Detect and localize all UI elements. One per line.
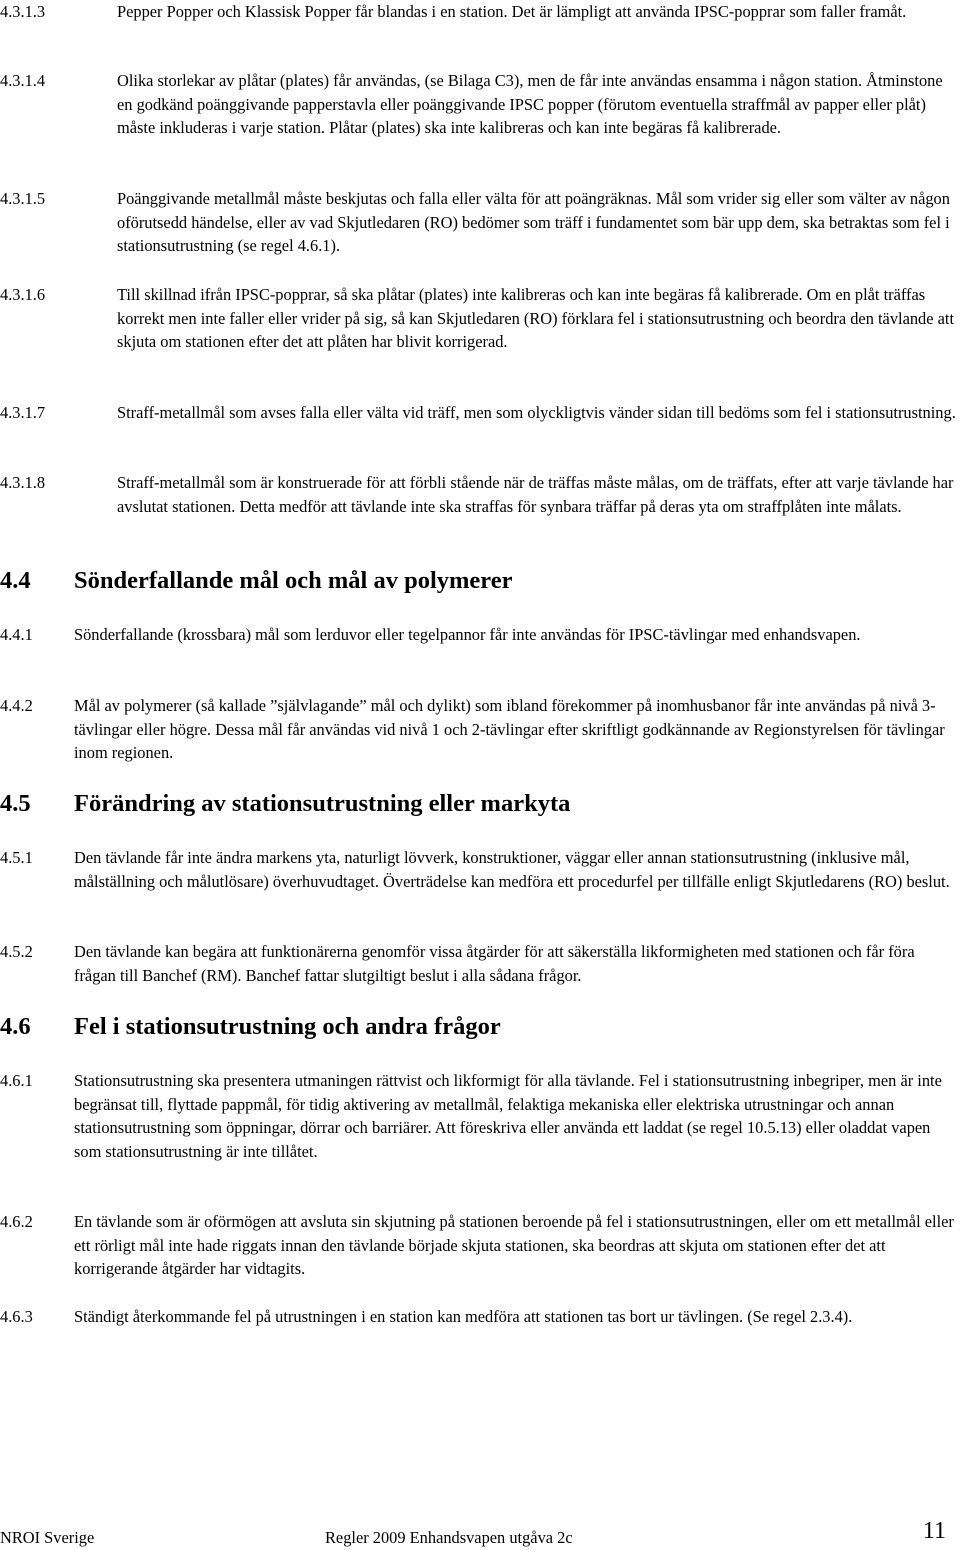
rule-text: Straff-metallmål som avses falla eller välta vid träff, men som olyckligtvis vänder sidan till bedöms som fel i stationsutrustning.: [117, 403, 956, 422]
rule-text: Stationsutrustning ska presentera utmaningen rättvist och likformigt för alla tävlande. Fel i stationsutrustning inbegriper, men är inte begränsat till, flyttade pappmål, för tidig aktivering av metallmål, felaktiga mekaniska eller elektriska utrustningar och annan stationsutrustning som öppningar, dörrar och barriärer. Att föreskriva eller använda ett laddat (se regel 10.5.13) eller oladdat vapen som stationsutrustning är inte tillåtet.: [74, 1071, 942, 1161]
section-number: 4.5: [0, 790, 31, 817]
rule-number: 4.6.1: [0, 1071, 33, 1090]
section-title: Fel i stationsutrustning och andra frågor: [74, 1013, 501, 1040]
rule-text: Den tävlande kan begära att funktionärerna genomför vissa åtgärder för att säkerställa likformigheten med stationen och får föra frågan till Banchef (RM). Banchef fattar slutgiltigt beslut i alla sådana frågor.: [74, 942, 915, 985]
rule-number: 4.3.1.7: [0, 403, 46, 422]
rule-number: 4.4.2: [0, 696, 33, 715]
rule-text: Straff-metallmål som är konstruerade för att förbli stående när de träffas måste målas, om de träffats, efter att varje tävlande har avslutat stationen. Detta medför att tävlande inte ska straffas för synbara träffar på deras yta om straffplåten inte målats.: [117, 473, 954, 516]
rule-text: Pepper Popper och Klassisk Popper får blandas i en station. Det är lämpligt att använda IPSC-popprar som faller framåt.: [117, 2, 907, 21]
rule-text: En tävlande som är oförmögen att avsluta sin skjutning på stationen beroende på fel i stationsutrustningen, eller om ett metallmål eller ett rörligt mål inte hade riggats innan den tävlande började skjuta stationen, ska beordras att skjuta om stationen efter det att korrigerande åtgärder har vidtagits.: [74, 1212, 954, 1278]
page-footer: [0, 1516, 960, 1546]
section-number: 4.4: [0, 567, 31, 594]
rule-number: 4.5.2: [0, 942, 33, 961]
rule-number: 4.3.1.8: [0, 473, 46, 492]
rule-number: 4.3.1.6: [0, 285, 46, 304]
rule-text: Mål av polymerer (så kallade ”självlagande” mål och dylikt) som ibland förekommer på inomhusbanor får inte användas på nivå 3-tävlingar eller högre. Dessa mål får användas vid nivå 1 och 2-tävlingar efter skriftligt godkännande av Regionstyrelsen för tävlingar inom regionen.: [74, 696, 945, 762]
rule-text: Olika storlekar av plåtar (plates) får användas, (se Bilaga C3), men de får inte användas ensamma i någon station. Åtminstone en godkänd poänggivande papperstavla eller poänggivande IPSC popper (förutom eventuella straffmål av papper eller plåt) måste inkluderas i varje station. Plåtar (plates) ska inte kalibreras och kan inte begäras få kalibrerade.: [117, 71, 943, 137]
rule-number: 4.5.1: [0, 848, 33, 867]
rule-text: Ständigt återkommande fel på utrustningen i en station kan medföra att stationen tas bort ur tävlingen. (Se regel 2.3.4).: [74, 1307, 853, 1326]
footer-document-title: Regler 2009 Enhandsvapen utgåva 2c: [325, 1528, 573, 1547]
rule-text: Den tävlande får inte ändra markens yta, naturligt lövverk, konstruktioner, väggar eller annan stationsutrustning (inklusive mål, målställning och målutlösare) överhuvudtaget. Överträdelse kan medföra ett procedurfel per tillfälle enligt Skjutledarens (RO) beslut.: [74, 848, 950, 891]
rule-text: Sönderfallande (krossbara) mål som lerduvor eller tegelpannor får inte användas för IPSC-tävlingar med enhandsvapen.: [74, 625, 861, 644]
rule-text: Poänggivande metallmål måste beskjutas och falla eller välta för att poängräknas. Mål som vrider sig eller som välter av någon oförutsedd händelse, eller av vad Skjutledaren (RO) bedömer som träff i fundamentet som bär upp dem, ska betraktas som fel i stationsutrustning (se regel 4.6.1).: [117, 189, 950, 255]
rule-number: 4.3.1.4: [0, 71, 46, 90]
footer-organization: NROI Sverige: [0, 1528, 95, 1547]
section-number: 4.6: [0, 1013, 31, 1040]
rule-number: 4.3.1.5: [0, 189, 46, 208]
rule-text: Till skillnad ifrån IPSC-popprar, så ska plåtar (plates) inte kalibreras och kan inte begäras få kalibrerade. Om en plåt träffas korrekt men inte faller eller vrider på sig, så kan Skjutledaren (RO) förklara fel i stationsutrustning och beordra den tävlande att skjuta om stationen efter det att plåten har blivit korrigerad.: [117, 285, 955, 351]
rule-number: 4.4.1: [0, 625, 33, 644]
rule-number: 4.3.1.3: [0, 2, 46, 21]
page-number: 11: [922, 1518, 946, 1544]
section-title: Förändring av stationsutrustning eller markyta: [74, 790, 571, 817]
rule-number: 4.6.3: [0, 1307, 33, 1326]
section-title: Sönderfallande mål och mål av polymerer: [74, 567, 513, 594]
rule-number: 4.6.2: [0, 1212, 33, 1231]
